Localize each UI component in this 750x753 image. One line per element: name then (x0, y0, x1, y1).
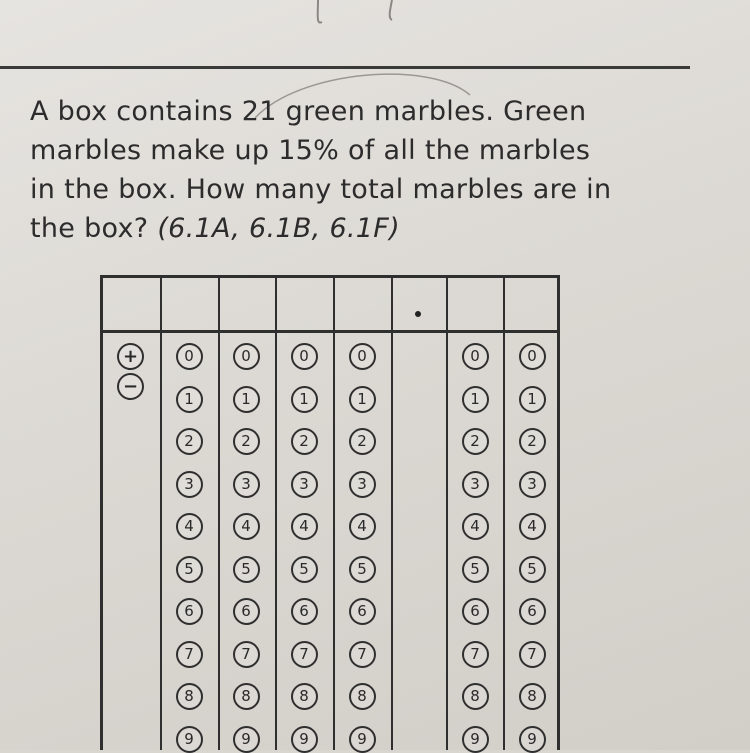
digit-bubble-col6-7[interactable]: 7 (519, 641, 546, 668)
digit-bubble-col5-4[interactable]: 4 (462, 513, 489, 540)
digit-bubble-col5-3[interactable]: 3 (462, 471, 489, 498)
digit-bubble-col3-8[interactable]: 8 (291, 683, 318, 710)
digit-bubble-col1-1[interactable]: 1 (176, 386, 203, 413)
digit-bubble-col6-3[interactable]: 3 (519, 471, 546, 498)
digit-bubble-col4-7[interactable]: 7 (349, 641, 376, 668)
standards-reference: (6.1A, 6.1B, 6.1F) (157, 213, 400, 244)
grid-column-divider (333, 278, 335, 750)
digit-bubble-col5-7[interactable]: 7 (462, 641, 489, 668)
digit-bubble-col5-5[interactable]: 5 (462, 556, 489, 583)
digit-bubble-col4-3[interactable]: 3 (349, 471, 376, 498)
digit-bubble-col6-5[interactable]: 5 (519, 556, 546, 583)
digit-bubble-col1-4[interactable]: 4 (176, 513, 203, 540)
digit-bubble-col2-9[interactable]: 9 (233, 726, 260, 753)
digit-bubble-col4-9[interactable]: 9 (349, 726, 376, 753)
digit-bubble-col3-3[interactable]: 3 (291, 471, 318, 498)
digit-bubble-col6-1[interactable]: 1 (519, 386, 546, 413)
grid-column-divider (446, 278, 448, 750)
digit-bubble-col1-6[interactable]: 6 (176, 598, 203, 625)
digit-bubble-col4-5[interactable]: 5 (349, 556, 376, 583)
digit-bubble-col5-0[interactable]: 0 (462, 343, 489, 370)
digit-bubble-col5-8[interactable]: 8 (462, 683, 489, 710)
digit-bubble-col6-8[interactable]: 8 (519, 683, 546, 710)
digit-bubble-col6-0[interactable]: 0 (519, 343, 546, 370)
grid-column-divider (275, 278, 277, 750)
digit-bubble-col5-2[interactable]: 2 (462, 428, 489, 455)
digit-bubble-col2-5[interactable]: 5 (233, 556, 260, 583)
digit-bubble-col1-0[interactable]: 0 (176, 343, 203, 370)
digit-bubble-col3-9[interactable]: 9 (291, 726, 318, 753)
digit-bubble-col2-4[interactable]: 4 (233, 513, 260, 540)
digit-bubble-col1-5[interactable]: 5 (176, 556, 203, 583)
digit-bubble-col2-3[interactable]: 3 (233, 471, 260, 498)
digit-bubble-col2-8[interactable]: 8 (233, 683, 260, 710)
grid-column-divider (391, 278, 393, 750)
digit-bubble-col6-4[interactable]: 4 (519, 513, 546, 540)
grid-column-divider (218, 278, 220, 750)
griddable-answer-grid (100, 275, 560, 750)
digit-bubble-col1-9[interactable]: 9 (176, 726, 203, 753)
digit-bubble-col6-6[interactable]: 6 (519, 598, 546, 625)
question-line-4-text: the box? (30, 213, 158, 244)
question-line-1: A box contains 21 green marbles. Green (30, 96, 587, 127)
digit-bubble-col3-0[interactable]: 0 (291, 343, 318, 370)
digit-bubble-col3-7[interactable]: 7 (291, 641, 318, 668)
digit-bubble-col1-3[interactable]: 3 (176, 471, 203, 498)
digit-bubble-col2-7[interactable]: 7 (233, 641, 260, 668)
digit-bubble-col3-5[interactable]: 5 (291, 556, 318, 583)
digit-bubble-col6-9[interactable]: 9 (519, 726, 546, 753)
question-text (30, 92, 720, 248)
digit-bubble-col3-2[interactable]: 2 (291, 428, 318, 455)
digit-bubble-col1-7[interactable]: 7 (176, 641, 203, 668)
digit-bubble-col6-2[interactable]: 2 (519, 428, 546, 455)
digit-bubble-col4-8[interactable]: 8 (349, 683, 376, 710)
sign-bubble-negative[interactable]: − (117, 373, 144, 400)
digit-bubble-col4-6[interactable]: 6 (349, 598, 376, 625)
digit-bubble-col1-8[interactable]: 8 (176, 683, 203, 710)
digit-bubble-col4-0[interactable]: 0 (349, 343, 376, 370)
grid-column-divider (503, 278, 505, 750)
digit-bubble-col3-6[interactable]: 6 (291, 598, 318, 625)
digit-bubble-col2-1[interactable]: 1 (233, 386, 260, 413)
digit-bubble-col1-2[interactable]: 2 (176, 428, 203, 455)
question-line-4 (30, 209, 720, 248)
digit-bubble-col3-4[interactable]: 4 (291, 513, 318, 540)
digit-bubble-col2-0[interactable]: 0 (233, 343, 260, 370)
horizontal-rule (0, 66, 690, 69)
digit-bubble-col4-2[interactable]: 2 (349, 428, 376, 455)
digit-bubble-col5-6[interactable]: 6 (462, 598, 489, 625)
digit-bubble-col2-2[interactable]: 2 (233, 428, 260, 455)
digit-bubble-col5-9[interactable]: 9 (462, 726, 489, 753)
sign-bubble-positive[interactable]: + (117, 343, 144, 370)
digit-bubble-col5-1[interactable]: 1 (462, 386, 489, 413)
decimal-point (415, 311, 421, 317)
digit-bubble-col4-4[interactable]: 4 (349, 513, 376, 540)
grid-column-divider (160, 278, 162, 750)
question-line-3: in the box. How many total marbles are in (30, 174, 612, 205)
answer-entry-row (103, 278, 557, 333)
digit-bubble-col4-1[interactable]: 1 (349, 386, 376, 413)
digit-bubble-col3-1[interactable]: 1 (291, 386, 318, 413)
question-line-2: marbles make up 15% of all the marbles (30, 135, 591, 166)
digit-bubble-col2-6[interactable]: 6 (233, 598, 260, 625)
